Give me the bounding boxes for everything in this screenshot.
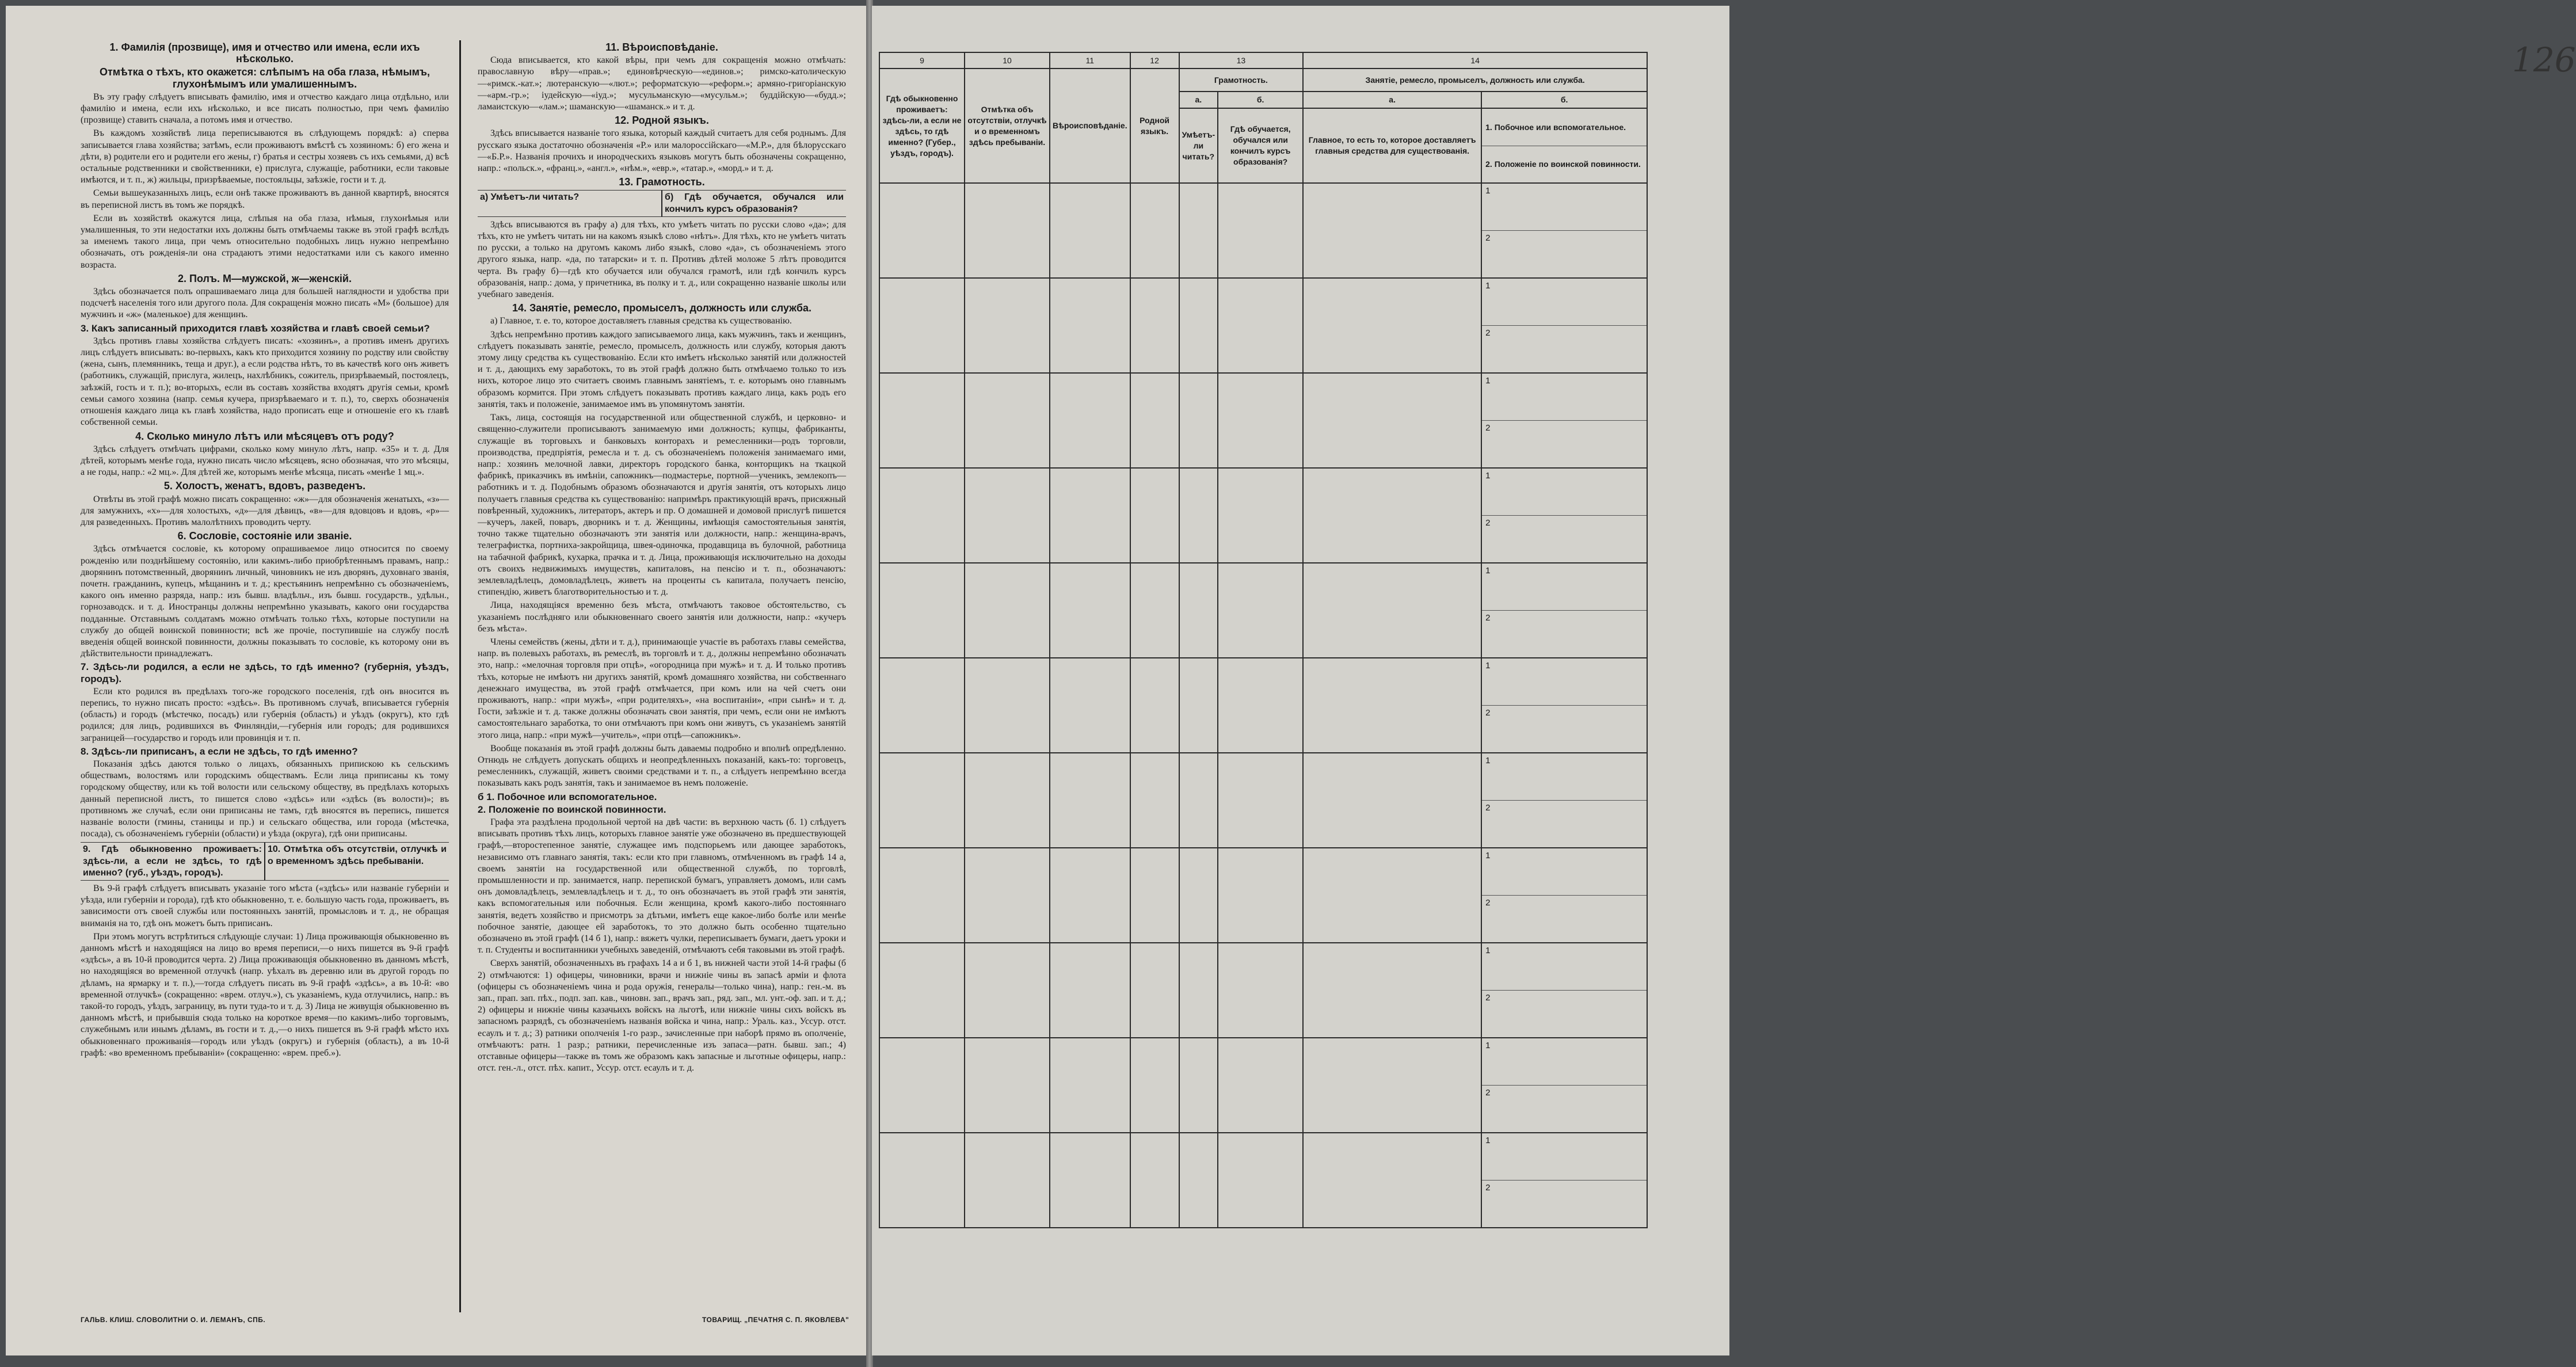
right-page-census-form	[872, 6, 2576, 1355]
section-heading: 12. Родной языкъ.	[615, 115, 709, 127]
entry-cell[interactable]	[1303, 373, 1481, 468]
entry-row	[879, 1133, 1647, 1228]
split-cell	[1482, 848, 1647, 942]
instruction-paragraph: Показанія здѣсь даются только о лицахъ, обязанныхъ припискою къ сельскимъ обществамъ, волостямъ или городскимъ обществамъ. Если лица приписаны къ тому городскому обществу, или къ той волости или сельскому обществу, въ предѣлахъ которыхъ данный переписной листъ, то пишется слово «здѣсь» или «здѣсь (въ волости)»; въ противномъ же случаѣ, если они приписаны не тамъ, гдѣ вносятся въ перепись, пишется названіе волости (гмины, станицы и пр.) и сельскаго общества, или города (мѣстечка, посада), съ обозначеніемъ губерніи (области) и уѣзда (округа), гдѣ они приписаны.	[81, 759, 449, 839]
instruction-paragraph: Отвѣты въ этой графѣ можно писать сокращенно: «ж»—для обозначенія женатыхъ, «з»—для замужнихъ, «х»—для холостыхъ, «д»—для дѣвицъ, «в»—для вдовцовъ и вдовъ, «р»—для разведенныхъ. Противъ малолѣтнихъ проводить черту.	[81, 494, 449, 527]
entry-cell[interactable]	[1130, 278, 1179, 373]
instruction-paragraph: Вообще показанія въ этой графѣ должны быть даваемы подробно и вполнѣ опредѣленно. Отнюдь не слѣдуетъ допускать общихъ и неопредѣленныхъ показаній, какъ-то: торговецъ, ремесленникъ, служащій, живетъ своими средствами и т. п., а слѣдуетъ непремѣнно всегда показывать какъ родъ занятія, такъ и занимаемое въ немъ положеніе.	[478, 743, 846, 789]
instruction-paragraph: Въ 9-й графѣ слѣдуетъ вписывать указаніе того мѣста («здѣсь» или названіе губерніи и уѣзда, или губерніи и города), гдѣ кто обыкновенно, т. е. большую часть года, проживаетъ, въ зависимости отъ своей службы или постоянныхъ занятій, промысловъ и т. д., не обращая вниманія на то, гдѣ онъ можетъ быть приписанъ.	[81, 884, 449, 928]
entry-cell-secondary[interactable]	[1481, 1133, 1647, 1228]
entry-cell[interactable]	[1050, 183, 1130, 278]
section-heading: 7. Здѣсь-ли родился, а если не здѣсь, то гдѣ именно? (губернія, уѣздъ, городъ).	[81, 661, 449, 684]
entry-cell[interactable]	[1130, 1038, 1179, 1133]
entry-cell-secondary[interactable]	[1481, 943, 1647, 1038]
split-cell	[1482, 753, 1647, 847]
entry-cell[interactable]	[1179, 468, 1218, 563]
instructions-column-right	[478, 40, 846, 1076]
entry-cell[interactable]	[1218, 183, 1303, 278]
entry-cell[interactable]	[1130, 658, 1179, 753]
entry-row	[879, 183, 1647, 278]
entry-cell[interactable]	[965, 563, 1050, 658]
header-military-status: 2. Положеніе по воинской повинности.	[1482, 146, 1647, 183]
header-side-occupation: 1. Побочное или вспомогательное.	[1485, 122, 1626, 132]
section-heading: б) Гдѣ обучается, обучался или кончилъ курсъ образованія?	[661, 191, 846, 216]
instruction-paragraph: Здѣсь непремѣнно противъ каждого записываемого лица, какъ мужчинъ, такъ и женщинъ, слѣдуетъ показывать занятіе, ремесло, промыселъ, должность или службу, которыя даютъ этому лицу средства къ существованію. Если кто имѣетъ нѣсколько занятій или должностей и т. д., дающихъ ему заработокъ, то въ этой графѣ должно быть отмѣчаемо только то изъ нихъ, которое лицо это считаетъ своимъ главнымъ занятіемъ, т. е. которымъ оно главнымъ образомъ кормится. При этомъ слѣдуетъ показывать противъ каждаго лица, какъ родъ его занятія, такъ и положеніе, занимаемое имъ въ упомянутомъ занятіи.	[478, 329, 846, 409]
row-mark: 2	[1482, 990, 1647, 1037]
split-cell	[1482, 943, 1647, 1037]
entry-cell[interactable]	[1218, 943, 1303, 1038]
section-heading: 8. Здѣсь-ли приписанъ, а если не здѣсь, то гдѣ именно?	[81, 745, 358, 757]
row-mark: 2	[1482, 1085, 1647, 1132]
entry-cell[interactable]	[965, 943, 1050, 1038]
header-education: Гдѣ обучается, обучался или кончилъ курсъ образованія?	[1218, 108, 1303, 183]
col-number: 12	[1130, 52, 1179, 68]
section-heading: 6. Сословіе, состояніе или званіе.	[177, 530, 352, 542]
row-mark: 2	[1482, 515, 1647, 562]
entry-cell[interactable]	[879, 943, 965, 1038]
entry-cell[interactable]	[1050, 658, 1130, 753]
row-mark: 2	[1482, 420, 1647, 467]
instruction-paragraph: Здѣсь противъ главы хозяйства слѣдуетъ писать: «хозяинъ», а противъ именъ другихъ лицъ слѣдуетъ вписывать: во-первыхъ, какъ кто приходится хозяину по родству или свойству (жена, сынъ, племянникъ, теща и друг.), а если родства нѣтъ, то въ качествѣ кого онъ живетъ (работникъ, служащій, прислуга, жилецъ, нахлѣбникъ, сожитель, призрѣваемый, постоялецъ, заѣзжій, гость и т. п.); во-вторыхъ, если въ составъ хозяйства входятъ другія семьи, кромѣ семьи самого хозяина (напр. семья кучера, призрѣваемаго и т. п.), то, сверхъ обозначенія отношенія каждаго лица къ главѣ хозяйства, надо прописать еще и отношеніе его къ главѣ собственной семьи.	[81, 336, 449, 428]
row-mark: 1	[1485, 946, 1491, 955]
entry-cell-secondary[interactable]	[1481, 1038, 1647, 1133]
entry-cell[interactable]	[879, 563, 965, 658]
split-cell	[1482, 469, 1647, 562]
entry-cell[interactable]	[1130, 943, 1179, 1038]
entry-cell-secondary[interactable]	[1481, 848, 1647, 943]
entry-cell[interactable]	[879, 1038, 965, 1133]
instruction-paragraph: Здѣсь вписываются въ графу а) для тѣхъ, кто умѣетъ читать по русски слово «да»; для тѣхъ, кто не умѣетъ читать ни на какомъ языкѣ слово «нѣтъ». Для тѣхъ, кто не умѣетъ читать по русски, а только на другомъ какомъ либо языкѣ, слово «да», съ обозначеніемъ этого другого языка, напр. «да, по татарски» и т. п. Противъ дѣтей моложе 5 лѣтъ проводится черта. Въ графу б)—гдѣ кто обучается или обучался грамотѣ, или гдѣ кончилъ курсъ образованія, напр.: дома, у причетника, въ полку и т. д., или сокращенно названіе школы или учебнаго заведенія.	[478, 219, 846, 300]
entry-cell[interactable]	[965, 278, 1050, 373]
entry-row	[879, 373, 1647, 468]
row-mark: 1	[1485, 661, 1491, 671]
header-main-occupation: Главное, то есть то, которое доставляетъ главныя средства для существованія.	[1303, 108, 1481, 183]
entry-cell[interactable]	[1050, 373, 1130, 468]
entry-cell[interactable]	[1179, 943, 1218, 1038]
entry-cell[interactable]	[1303, 278, 1481, 373]
col-number: 11	[1050, 52, 1130, 68]
entry-cell[interactable]	[1303, 658, 1481, 753]
entry-row	[879, 278, 1647, 373]
instruction-paragraph: Такъ, лица, состоящія на государственной или общественной службѣ, и церковно- и священно-служители прописываютъ занимаемую ими должность; купцы, фабриканты, служащіе въ торговыхъ и банковыхъ конторахъ и ремесленники—родъ торговли, производства, предпріятія, ремесла и т. д. съ обозначеніемъ положенія занимаемаго ими, напр.: хозяинъ мелочной лавки, директоръ городского банка, конторщикъ на ткацкой фабрикѣ, приказчикъ въ имѣніи, сапожникъ—подмастерье, портной—ученикъ, землекопъ—работникъ и т. д. Подобнымъ образомъ обозначаются и другія занятія, отъ которыхъ лицо получаетъ главныя средства къ существованію: напримѣръ практикующій врачъ, присяжный повѣренный, художникъ, литераторъ, актеръ и пр. О домашней и домовой прислугѣ пишется—кучеръ, лакей, поваръ, дворникъ и т. д. Женщины, имѣющія самостоятельныя занятія, точно также тщательно обозначаютъ эти занятія или должности, напр.: женщина-врачъ, телеграфистка, портниха-закройщица, швея-одиночка, продавщица въ булочной, работница на табачной фабрикѣ, кухарка, прачка и т. д. Лица, проживающія исключительно на доходы отъ своихъ недвижимыхъ имуществъ, капиталовъ, на пенсію и т. п., обозначаютъ: землевладѣлецъ, домовладѣлецъ, живетъ на проценты съ капитала, получаетъ пенсію, стипендію, живетъ благотворительностью и т. д.	[478, 413, 846, 597]
instruction-paragraph: Семьи вышеуказанныхъ лицъ, если онѣ также проживаютъ въ данной квартирѣ, вносятся въ переписной листъ въ томъ же порядкѣ.	[81, 188, 449, 210]
entry-cell[interactable]	[879, 468, 965, 563]
entry-cell-secondary[interactable]	[1481, 753, 1647, 848]
row-mark: 1	[1485, 471, 1491, 481]
instruction-paragraph: Если кто родился въ предѣлахъ того-же городского поселенія, гдѣ онъ вносится въ перепись, то нужно писать просто: «здѣсь». Въ противномъ случаѣ, вписывается губернія (область) и городъ (мѣстечко, посадъ) или губернія (область) и уѣздъ (округъ), кто гдѣ родился; для лицъ, родившихся въ Финляндіи,—губернія или городъ; для родившихся заграницей—государство и городъ или провинція и т. п.	[81, 686, 449, 743]
section-heading: 2. Полъ. М—мужской, ж—женскій.	[178, 272, 352, 284]
instruction-paragraph: Въ каждомъ хозяйствѣ лица переписываются въ слѣдующемъ порядкѣ: а) сперва записывается глава хозяйства; затѣмъ, если проживаютъ вмѣстѣ съ хозяиномъ: б) его жена и дѣти, в) родители его и родители его жены, г) братья и сестры хозяевъ съ ихъ семьями, д) всѣ остальные родственники и свойственники, е) прислуга, служащіе, работники, если таковые имѣются, и т. п., ж) жильцы, призрѣваемые, постояльцы, заѣзжіе, гости и т. д.	[81, 128, 449, 185]
printer-imprint-left: ГАЛЬВ. КЛИШ. СЛОВОЛИТНИ О. И. ЛЕМАНЪ, СПБ.	[81, 1316, 266, 1324]
entry-cell[interactable]	[1130, 183, 1179, 278]
entry-row	[879, 468, 1647, 563]
row-mark: 1	[1485, 1041, 1491, 1050]
entry-cell[interactable]	[1303, 1133, 1481, 1228]
col-number: 10	[965, 52, 1050, 68]
row-mark: 2	[1482, 230, 1647, 277]
entry-cell[interactable]	[1050, 848, 1130, 943]
entry-cell[interactable]	[1130, 373, 1179, 468]
entry-cell[interactable]	[879, 373, 965, 468]
printer-imprint-right: ТОВАРИЩ. „ПЕЧАТНЯ С. П. ЯКОВЛЕВА"	[702, 1316, 849, 1324]
split-cell	[1482, 374, 1647, 467]
section-heading: 14. Занятіе, ремесло, промыселъ, должность или служба.	[512, 302, 812, 314]
entry-cell[interactable]	[965, 1133, 1050, 1228]
entry-cell[interactable]	[1303, 753, 1481, 848]
census-table	[879, 52, 1648, 1228]
entry-cell[interactable]	[1179, 848, 1218, 943]
header-secondary	[1481, 108, 1647, 183]
entry-cell[interactable]	[1303, 943, 1481, 1038]
instruction-paragraph: Сюда вписывается, кто какой вѣры, при чемъ для сокращенія можно отмѣчать: православную вѣру—«прав.»; единовѣрческую—«единов.»; римско-католическую—«римск.-кат.»; лютеранскую—«лют.»; реформатскую—«реформ.»; армяно-григоріанскую—«арм.-гр.»; іудейскую—«іуд.»; мусульманскую—«мусульм.»; буддійскую—«будд.»; ламаистскую—«лам.»; шаманскую—«шаманск.» и т. д.	[478, 55, 846, 112]
entry-cell[interactable]	[965, 848, 1050, 943]
entry-cell[interactable]	[1179, 1133, 1218, 1228]
section-heading: 1. Фамилія (прозвище), имя и отчество или имена, если ихъ нѣсколько.	[109, 41, 420, 65]
section-heading: 13. Грамотность.	[619, 176, 705, 188]
entry-cell-secondary[interactable]	[1481, 563, 1647, 658]
entry-cell-secondary[interactable]	[1481, 373, 1647, 468]
row-mark: 1	[1485, 851, 1491, 860]
entry-cell[interactable]	[1179, 658, 1218, 753]
header-native-language: Родной языкъ.	[1130, 68, 1179, 183]
row-mark: 1	[1485, 281, 1491, 291]
header-absence: Отмѣтка объ отсутствіи, отлучкѣ и о временномъ здѣсь пребываніи.	[965, 68, 1050, 183]
row-mark: 1	[1485, 756, 1491, 766]
left-page-instructions	[6, 6, 872, 1355]
entry-cell[interactable]	[1303, 468, 1481, 563]
entry-cell[interactable]	[879, 278, 965, 373]
header-literacy: Грамотность.	[1179, 68, 1304, 92]
entry-cell[interactable]	[1050, 943, 1130, 1038]
entry-cell[interactable]	[965, 373, 1050, 468]
entry-cell[interactable]	[1218, 753, 1303, 848]
instruction-paragraph: При этомъ могутъ встрѣтиться слѣдующіе случаи: 1) Лица проживающія обыкновенно въ данномъ мѣстѣ и находящіяся на лицо во время переписи,—о нихъ пишется въ 9-й графѣ «здѣсь», а въ 10-й проводится черта. 2) Лица проживающія обыкновенно въ данномъ мѣстѣ, но находящіяся во временной отлучкѣ (напр. уѣхалъ въ деревню или въ другой городъ по дѣламъ, на ярмарку и т. п.),—тогда слѣдуетъ писать въ 9-й графѣ «здѣсь», а въ 10-й: «во временной отлучкѣ» (сокращенно: «врем. отлуч.»), съ указаніемъ, куда отлучились, напр.: въ такой-то городъ, уѣздъ, заграницу, въ пути туда-то и т. д. 3) Лица не живущія обыкновенно въ данномъ мѣстѣ, и прибывшія сюда только на короткое время—по какимъ-либо торговымъ, служебнымъ или инымъ дѣламъ, въ гости и т. д.,—о нихъ пишется въ 9-й графѣ мѣсто ихъ обыкновеннаго проживанія—городъ или уѣздъ (округъ) и губернія (область), а въ 10-й графѣ: «во временномъ пребываніи» (сокращенно: «врем. преб.»).	[81, 931, 449, 1058]
instructions-column-left	[81, 40, 449, 1061]
entry-cell[interactable]	[1303, 848, 1481, 943]
handwritten-page-number: 126	[2512, 40, 2576, 79]
entry-cell[interactable]	[1050, 1038, 1130, 1133]
entry-row	[879, 1038, 1647, 1133]
col-number: 14	[1303, 52, 1647, 68]
split-cell	[1482, 184, 1647, 277]
entry-cell[interactable]	[1218, 278, 1303, 373]
entry-cell[interactable]	[1130, 1133, 1179, 1228]
col-number: 9	[879, 52, 965, 68]
row-mark: 1	[1485, 1136, 1491, 1145]
header-occupation: Занятіе, ремесло, промыселъ, должность или служба.	[1303, 68, 1647, 92]
instruction-paragraph: Здѣсь обозначается полъ опрашиваемаго лица для большей наглядности и удобства при подсчетѣ населенія того или другого пола. Для сокращенія можно писать «М» (большое) для мужчинъ и «ж» (маленькое) для женщинъ.	[81, 287, 449, 320]
instruction-paragraph: Здѣсь отмѣчается сословіе, къ которому опрашиваемое лицо относится по своему рожденію или позднѣйшему состоянію, или какимъ-либо приобрѣтеннымъ правамъ, напр.: дворянинъ потомственный, дворянинъ личный, чиновникъ не изъ дворянъ, духовнаго званія, почетн. гражданинъ, купецъ, мѣщанинъ и т. д.; крестьянинъ непремѣнно съ обозначеніемъ, какого онъ именно разряда, напр.: изъ бывш. владѣльч., изъ бывш. государств., удѣльн., горнозаводск. и т. д. Иностранцы должны непремѣнно указывать, какого они государства подданные. Отставнымъ солдатамъ можно отмѣчать только тѣхъ, которые поступили на службу до общей воинской повинности; всѣ же прочіе, поступившіе на службу послѣ введенія общей воинской повинности, должны показывать то сословіе, къ которому они въ дѣйствительности принадлежатъ.	[81, 544, 449, 659]
entry-cell[interactable]	[965, 753, 1050, 848]
row-mark: 2	[1482, 325, 1647, 372]
entry-row	[879, 658, 1647, 753]
section-heading: 11. Вѣроисповѣданіе.	[605, 41, 718, 53]
entry-cell[interactable]	[1218, 468, 1303, 563]
entry-cell[interactable]	[879, 183, 965, 278]
paired-heading	[478, 190, 846, 216]
instruction-paragraph: Здѣсь вписывается названіе того языка, который каждый считаетъ для себя роднымъ. Для русскаго языка достаточно обозначенія «Р.» или малороссійскаго—«М.Р.», для бѣлорусскаго—«Б.Р.». Названія прочихъ и инородческихъ языковъ могутъ быть обозначены сокращенно, напр.: «польск.», «франц.», «англ.», «нѣм.», «евр.», «татар.», «морд.» и т. д.	[478, 128, 846, 174]
letter-b: б.	[1218, 92, 1303, 108]
instruction-paragraph: Если въ хозяйствѣ окажутся лица, слѣпыя на оба глаза, нѣмыя, глухонѣмыя или умалишенныя, то эти недостатки ихъ должны быть отмѣчаемы также въ этой графѣ вслѣдъ за именемъ такого лица, при чемъ относительно подобныхъ лицъ нужно непремѣнно обозначать, отъ рожденія-ли она страдаютъ этими недостатками или съ какого именно возраста.	[81, 213, 449, 270]
entry-cell[interactable]	[1050, 468, 1130, 563]
entry-cell[interactable]	[1050, 753, 1130, 848]
section-heading: б 1. Побочное или вспомогательное.	[478, 791, 657, 802]
split-cell	[1482, 1038, 1647, 1132]
entry-cell[interactable]	[1303, 563, 1481, 658]
instruction-paragraph: Члены семействъ (жены, дѣти и т. д.), принимающіе участіе въ работахъ главы семейства, напр. въ полевыхъ работахъ, въ ремеслѣ, въ торговлѣ и т. д., должны непремѣнно обозначать это, напр.: «мелочная торговля при отцѣ», «огородница при мужѣ» и т. д. И только противъ тѣхъ, которые не имѣютъ ни другихъ занятій, кромѣ домашняго хозяйства, ни собственнаго денежнаго имущества, въ этой графѣ отмѣчается, при комъ или на чей счетъ они проживаютъ, напр.: «при мужѣ», «при родителяхъ», «на воспитаніи», «при сынѣ» и т. д. Гости, заѣзжіе и т. д. также должны обозначать свои занятія, при чемъ, если они не имѣютъ самостоятельнаго заработка, то они отмѣчаютъ при комъ они живутъ, съ указаніемъ занятій этого лица, напр.: «при мужѣ—учитель», «при отцѣ—сапожникъ».	[478, 637, 846, 740]
entry-cell[interactable]	[1218, 1038, 1303, 1133]
entry-cell[interactable]	[1130, 563, 1179, 658]
instruction-paragraph: Сверхъ занятій, обозначенныхъ въ графахъ 14 а и б 1, въ нижней части этой 14-й графы (б 2) отмѣчаются: 1) офицеры, чиновники, врачи и нижніе чины въ запасѣ арміи и флота (офицеры съ обозначеніемъ чина и рода оружія, генералы—только чина), напр.: ген.-м. въ зап., прап. зап. пѣх., подп. зап. кав., чиновн. зап., врачъ зап., ряд. зап., мл. унт.-оф. зап. и т. д.; 2) офицеры и нижніе чины казачьихъ войскъ на льготѣ, или нижніе чины сихъ войскъ въ запасномъ разрядѣ, съ обозначеніемъ названія войска и чина, напр.: Ураль. каз., Уссур. отст. есаулъ и т. д.; 3) ратники ополченія 1-го разр., зачисленные при наборѣ прямо въ ополченіе, отмѣчаютъ: ратн. 1 разр.; ратники, перечисленные изъ запаса—ратн. бывш. зап.; 4) отставные офицеры—также въ томъ же образомъ какъ запасные и льготные офицеры, напр.: отст. ген.-л., отст. пѣх. капит., Уссур. отст. есаулъ и т. д.	[478, 958, 846, 1073]
entry-cell[interactable]	[879, 753, 965, 848]
entry-cell[interactable]	[1130, 753, 1179, 848]
entry-cell[interactable]	[965, 1038, 1050, 1133]
entry-cell[interactable]	[1130, 468, 1179, 563]
row-mark: 1	[1485, 186, 1491, 196]
entry-cell[interactable]	[1218, 373, 1303, 468]
split-cell	[1482, 658, 1647, 752]
entry-row	[879, 848, 1647, 943]
row-mark: 1	[1485, 376, 1491, 386]
section-heading: 10. Отмѣтка объ отсутствіи, отлучкѣ и о временномъ здѣсь пребываніи.	[264, 843, 449, 880]
entry-cell[interactable]	[1050, 278, 1130, 373]
entry-row	[879, 943, 1647, 1038]
entry-cell[interactable]	[879, 1133, 965, 1228]
header-religion: Вѣроисповѣданіе.	[1050, 68, 1130, 183]
instruction-paragraph: Лица, находящіяся временно безъ мѣста, отмѣчаютъ таковое обстоятельство, съ указаніемъ послѣдняго или обыкновеннаго своего занятія или должности, напр.: «кучеръ безъ мѣста».	[478, 600, 846, 634]
row-mark: 2	[1482, 1180, 1647, 1227]
entry-cell[interactable]	[965, 468, 1050, 563]
header-can-read: Умѣетъ-ли читать?	[1179, 108, 1218, 183]
row-mark: 2	[1482, 705, 1647, 752]
entry-cell[interactable]	[1218, 1133, 1303, 1228]
entry-cell-secondary[interactable]	[1481, 183, 1647, 278]
instruction-paragraph: Въ эту графу слѣдуетъ вписывать фамилію, имя и отчество каждаго лица отдѣльно, или фамилію и имена, если ихъ нѣсколько, и все писать полностью, при чемъ фамилію (прозвище) ставить сначала, а потомъ имя и отчество.	[81, 92, 449, 125]
entry-cell[interactable]	[1218, 563, 1303, 658]
letter-b: б.	[1481, 92, 1647, 108]
entry-cell[interactable]	[1303, 1038, 1481, 1133]
section-heading: 9. Гдѣ обыкновенно проживаетъ: здѣсь-ли, а если не здѣсь, то гдѣ именно? (губ., уѣздъ, городъ).	[83, 844, 262, 878]
paired-heading	[81, 842, 449, 881]
instruction-paragraph: Здѣсь слѣдуетъ отмѣчать цифрами, сколько кому минуло лѣтъ, напр. «35» и т. д. Для дѣтей, которымъ менѣе года, нужно писать число мѣсяцевъ, ясно обозначая, что это мѣсяцы, а не годы, напр.: «2 мц.». Для дѣтей же, которымъ менѣе мѣсяца, писать «менѣе 1 мц.».	[81, 444, 449, 478]
entry-cell[interactable]	[1179, 1038, 1218, 1133]
split-cell	[1482, 563, 1647, 657]
entry-cell[interactable]	[1179, 183, 1218, 278]
entry-cell[interactable]	[965, 658, 1050, 753]
section-heading: 4. Сколько минуло лѣтъ или мѣсяцевъ отъ роду?	[135, 430, 394, 442]
entry-cell-secondary[interactable]	[1481, 468, 1647, 563]
column-number-row	[879, 52, 1647, 68]
column-divider	[459, 40, 461, 1312]
split-cell	[1482, 1133, 1647, 1227]
entry-cell[interactable]	[879, 848, 965, 943]
row-mark: 2	[1482, 610, 1647, 657]
instruction-paragraph: а) Главное, т. е. то, которое доставляетъ главныя средства къ существованію.	[490, 316, 792, 326]
entry-cell-secondary[interactable]	[1481, 278, 1647, 373]
letter-a: а.	[1179, 92, 1218, 108]
entry-row	[879, 563, 1647, 658]
entry-cell[interactable]	[1050, 563, 1130, 658]
entry-cell[interactable]	[965, 183, 1050, 278]
header-residence: Гдѣ обыкновенно проживаетъ: здѣсь-ли, а если не здѣсь, то гдѣ именно? (Губер., уѣздъ, городъ).	[879, 68, 965, 183]
entry-cell[interactable]	[1303, 183, 1481, 278]
entry-cell[interactable]	[879, 658, 965, 753]
entry-row	[879, 753, 1647, 848]
split-cell	[1482, 279, 1647, 372]
row-mark: 2	[1482, 895, 1647, 942]
row-mark: 2	[1482, 800, 1647, 847]
row-mark: 1	[1485, 566, 1491, 576]
entry-cell[interactable]	[1218, 848, 1303, 943]
letter-a: а.	[1303, 92, 1481, 108]
entry-cell[interactable]	[1218, 658, 1303, 753]
section-heading: 2. Положеніе по воинской повинности.	[478, 804, 666, 815]
col-number: 13	[1179, 52, 1304, 68]
entry-cell[interactable]	[1179, 563, 1218, 658]
entry-cell[interactable]	[1050, 1133, 1130, 1228]
section-heading: 3. Какъ записанный приходится главѣ хозяйства и главѣ своей семьи?	[81, 322, 430, 334]
section-heading: Отмѣтка о тѣхъ, кто окажется: слѣпымъ на оба глаза, нѣмымъ, глухонѣмымъ или умалишеннымъ.	[99, 66, 430, 90]
entry-cell[interactable]	[1179, 278, 1218, 373]
instruction-paragraph: Графа эта раздѣлена продольной чертой на двѣ части: въ верхнюю часть (б. 1) слѣдуетъ вписывать противъ тѣхъ лицъ, которыхъ главное занятіе уже обозначено въ предшествующей графѣ,—второстепенное занятіе, служащее имъ подспорьемъ или дающее заработокъ, независимо отъ главнаго занятія, такъ: если кто при главномъ, отмѣченномъ въ графѣ 14 а, своемъ занятіи на государственной или общественной службѣ, по торговлѣ, промышленности и пр. занимается, напр. перепиской бумагъ, управляетъ домомъ, или самъ онъ домовладѣлецъ, землевладѣлецъ и т. д., то онъ обозначаетъ въ этой графѣ эти занятія, какъ вспомогательныя или побочныя. Если женщина, кромѣ какого-либо постояннаго занятія, ведетъ хозяйство и присмотръ за дѣтьми, имѣетъ еще какое-либо болѣе или менѣе побочное занятіе, дающее ей заработокъ, то это должно быть особенно тщательно обозначено въ этой графѣ (14 б 1), напр.: вяжетъ чулки, переписываетъ бумаги, даетъ уроки и т. п. Студенты и воспитанники учебныхъ заведеній, отмѣчаютъ себя таковыми въ этой графѣ.	[478, 817, 846, 955]
entry-cell[interactable]	[1130, 848, 1179, 943]
entry-cell[interactable]	[1179, 753, 1218, 848]
entry-cell-secondary[interactable]	[1481, 658, 1647, 753]
section-heading: а) Умѣетъ-ли читать?	[480, 192, 580, 203]
entry-cell[interactable]	[1179, 373, 1218, 468]
section-heading: 5. Холостъ, женатъ, вдовъ, разведенъ.	[163, 480, 366, 492]
